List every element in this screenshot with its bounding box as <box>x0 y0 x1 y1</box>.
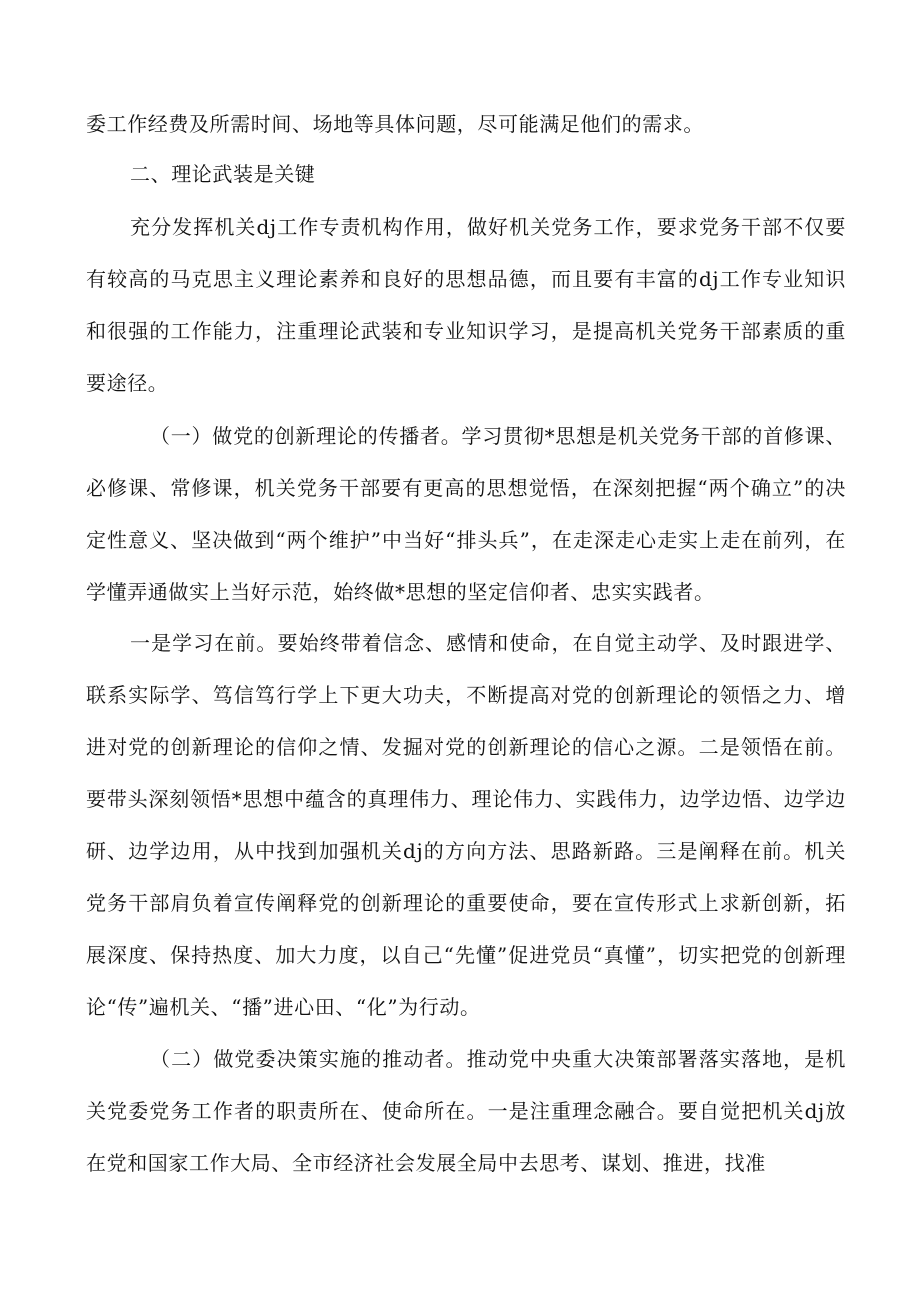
paragraph-intro: 充分发挥机关dj工作专责机构作用，做好机关党务工作，要求党务干部不仅要有较高的马克思主义理论素养和良好的思想品德，而且要有丰富的dj工作专业知识和很强的工作能力，注重理论武装和专业知识学习，是提高机关党务干部素质的重要途径。 <box>86 215 846 395</box>
paragraph-subsection-1: （一）做党的创新理论的传播者。学习贯彻*思想是机关党务干部的首修课、必修课、常修课，机关党务干部要有更高的思想觉悟，在深刻把握“两个确立”的决定性意义、坚决做到“两个维护”中当好“排头兵”，在走深走心走实上走在前列，在学懂弄通做实上当好示范，始终做*思想的坚定信仰者、忠实实践者。 <box>86 424 846 604</box>
paragraph-subsection-2: （二）做党委决策实施的推动者。推动党中央重大决策部署落实落地，是机关党委党务工作者的职责所在、使命所在。一是注重理念融合。要自觉把机关dj放在党和国家工作大局、全市经济社会发展全局中去思考、谋划、推进，找准 <box>86 1047 846 1175</box>
paragraph-points: 一是学习在前。要始终带着信念、感情和使命，在自觉主动学、及时跟进学、联系实际学、笃信笃行学上下更大功夫，不断提高对党的创新理论的领悟之力、增进对党的创新理论的信仰之情、发掘对党的创新理论的信心之源。二是领悟在前。要带头深刻领悟*思想中蕴含的真理伟力、理论伟力、实践伟力，边学边悟、边学边研、边学边用，从中找到加强机关dj的方向方法、思路新路。三是阐释在前。机关党务干部肩负着宣传阐释党的创新理论的重要使命，要在宣传形式上求新创新，拓展深度、保持热度、加大力度，以自己“先懂”促进党员“真懂”，切实把党的创新理论“传”遍机关、“播”进心田、“化”为行动。 <box>86 631 846 1019</box>
section-heading: 二、理论武装是关键 <box>130 162 316 186</box>
paragraph-continuation: 委工作经费及所需时间、场地等具体问题，尽可能满足他们的需求。 <box>86 112 704 136</box>
